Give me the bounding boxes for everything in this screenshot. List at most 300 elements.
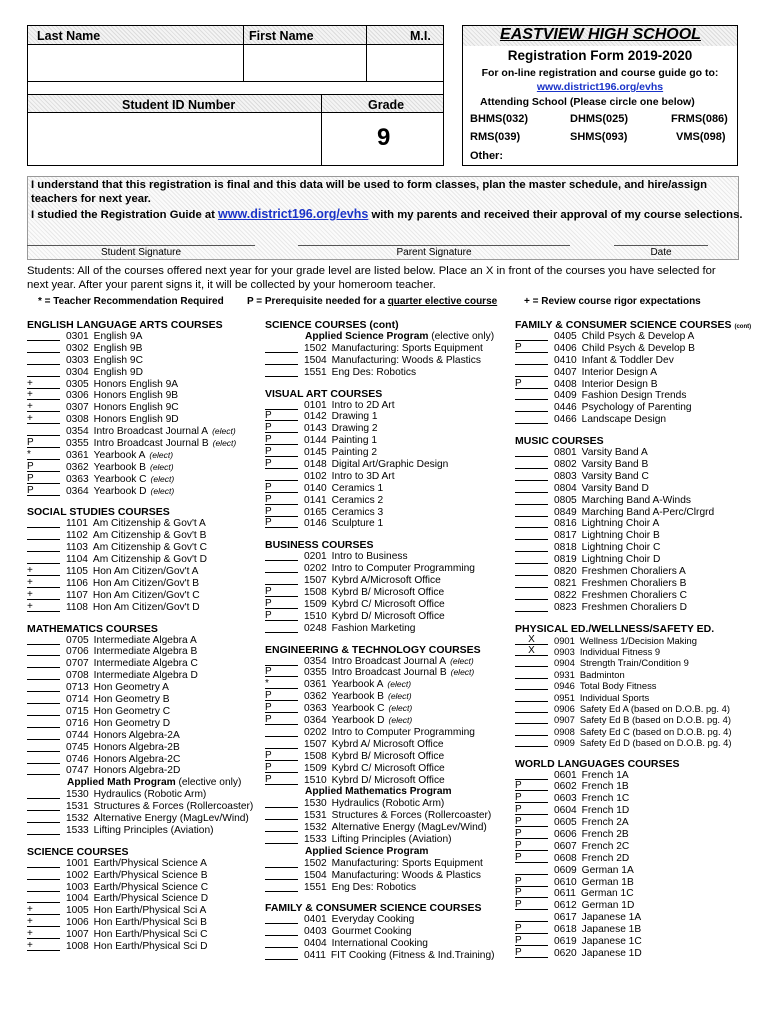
course-row — [515, 447, 765, 459]
course-row — [27, 694, 252, 706]
course-name: Honors English 9D — [93, 414, 179, 426]
course-code: 1002 — [66, 869, 89, 881]
course-name: Yearbook B — [331, 691, 384, 703]
course-select-blank[interactable]: + — [27, 390, 60, 400]
course-name: Alternative Energy (MagLev/Wind) — [93, 812, 249, 824]
course-select-blank[interactable]: P — [265, 435, 298, 445]
course-select-blank[interactable] — [265, 798, 298, 808]
course-select-blank[interactable]: + — [27, 566, 60, 576]
course-row — [27, 858, 252, 870]
course-select-blank[interactable] — [265, 950, 298, 960]
course-select-blank[interactable]: P — [265, 691, 298, 701]
course-code: 0822 — [554, 589, 577, 601]
course-name: Manufacturing: Sports Equipment — [331, 342, 483, 354]
course-select-blank[interactable] — [265, 551, 298, 561]
course-row — [515, 590, 765, 602]
course-row — [515, 343, 765, 355]
course-select-blank[interactable] — [27, 355, 60, 365]
school-option-dhms[interactable]: DHMS(025) — [570, 113, 629, 125]
course-select-blank[interactable]: P — [515, 936, 548, 946]
course-code: 0605 — [554, 817, 577, 829]
course-name: Child Psych & Develop A — [581, 331, 695, 342]
course-name: German 1D — [581, 900, 635, 912]
course-code: 0354 — [304, 655, 327, 667]
course-code: 1551 — [304, 881, 327, 893]
course-code: 1508 — [304, 750, 327, 762]
course-code: 0363 — [304, 703, 327, 715]
course-code: 0409 — [554, 390, 577, 402]
course-name: Painting 2 — [331, 447, 377, 459]
course-select-blank[interactable]: P — [265, 775, 298, 785]
course-code: 0609 — [554, 864, 577, 876]
course-name: Lightning Choir A — [581, 518, 660, 530]
course-code: 1102 — [66, 530, 88, 542]
last-name-input[interactable] — [29, 46, 242, 80]
course-select-blank[interactable] — [27, 825, 60, 835]
course-select-blank[interactable] — [27, 694, 60, 704]
course-row — [265, 599, 510, 611]
course-select-blank[interactable] — [27, 893, 60, 903]
course-code: 0746 — [66, 753, 89, 765]
course-code: 1531 — [66, 801, 89, 813]
course-code: 1104 — [66, 554, 88, 566]
course-select-blank[interactable] — [27, 730, 60, 740]
course-select-blank[interactable] — [515, 447, 548, 457]
course-code: 0405 — [554, 331, 577, 342]
course-select-blank[interactable]: + — [27, 602, 60, 612]
course-row — [265, 447, 510, 459]
course-code: 1105 — [66, 566, 88, 578]
course-code: 0708 — [66, 670, 89, 682]
course-code: 0849 — [554, 506, 577, 518]
course-select-blank[interactable] — [515, 657, 548, 667]
course-row — [265, 926, 510, 938]
course-select-blank[interactable]: + — [27, 941, 60, 951]
course-name: Intro to Business — [331, 551, 408, 563]
course-select-blank[interactable] — [265, 739, 298, 749]
course-name: Structures & Forces (Rollercoaster) — [331, 810, 492, 822]
course-name: Lifting Principles (Aviation) — [93, 824, 214, 836]
course-row — [515, 390, 765, 402]
course-select-blank[interactable]: + — [27, 402, 60, 412]
course-select-blank[interactable] — [265, 858, 298, 868]
course-code: 0714 — [66, 694, 89, 706]
course-note: (elect) — [387, 679, 412, 690]
course-select-blank[interactable] — [515, 770, 548, 780]
course-select-blank[interactable]: + — [27, 414, 60, 424]
course-name: German 1A — [581, 864, 634, 876]
student-id-input[interactable] — [29, 114, 320, 164]
course-select-blank[interactable]: P — [27, 462, 60, 472]
course-row — [265, 483, 510, 495]
course-note: (elect) — [150, 473, 175, 484]
course-select-blank[interactable]: P — [515, 924, 548, 934]
course-row — [515, 888, 765, 900]
course-name: Painting 1 — [331, 435, 377, 447]
course-select-blank[interactable]: P — [515, 343, 548, 353]
course-select-blank[interactable] — [515, 602, 548, 612]
course-select-blank[interactable] — [27, 870, 60, 880]
course-select-blank[interactable]: P — [27, 486, 60, 496]
student-signature-line[interactable]: Student Signature — [27, 245, 255, 258]
course-select-blank[interactable]: P — [515, 877, 548, 887]
course-select-blank[interactable] — [515, 495, 548, 505]
course-row — [265, 703, 510, 715]
course-select-blank[interactable]: P — [515, 805, 548, 815]
course-row — [265, 775, 510, 787]
course-row — [265, 679, 510, 691]
course-row — [265, 656, 510, 668]
course-select-blank[interactable] — [27, 367, 60, 377]
course-row — [27, 530, 252, 542]
course-code: 0355 — [304, 667, 327, 679]
course-select-blank[interactable]: P — [515, 948, 548, 958]
course-code: 1509 — [304, 598, 327, 610]
course-row — [515, 853, 765, 865]
course-name: Yearbook A — [331, 679, 384, 691]
course-select-blank[interactable] — [27, 754, 60, 764]
course-select-blank[interactable] — [27, 426, 60, 436]
course-select-blank[interactable]: P — [515, 781, 548, 791]
course-row — [515, 530, 765, 542]
course-select-blank[interactable]: P — [265, 599, 298, 609]
course-row — [27, 402, 252, 414]
course-note: (elect) — [388, 715, 413, 726]
course-select-blank[interactable] — [27, 882, 60, 892]
course-select-blank[interactable]: P — [515, 829, 548, 839]
agreement-line3: I studied the Registration Guide at www.district196.org/evhs with my parents and received their approval of my course selections. — [31, 207, 743, 221]
course-note: (elect) — [149, 461, 174, 472]
course-select-blank[interactable]: P — [515, 379, 548, 389]
course-select-blank[interactable] — [515, 726, 548, 736]
course-select-blank[interactable]: P — [265, 483, 298, 493]
school-option-rms[interactable]: RMS(039) — [470, 131, 521, 143]
course-code: 0804 — [554, 482, 577, 494]
course-name: Interior Design A — [581, 366, 657, 378]
course-code: 0601 — [554, 769, 577, 781]
course-code: 0706 — [66, 646, 89, 658]
course-select-blank[interactable] — [515, 542, 548, 552]
course-select-blank[interactable] — [515, 692, 548, 702]
legend-prerequisite: P = Prerequisite needed for a quarter elective course — [247, 296, 498, 307]
course-select-blank[interactable]: P — [265, 763, 298, 773]
course-row — [265, 507, 510, 519]
course-row — [515, 841, 765, 853]
course-name: German 1C — [580, 888, 634, 900]
course-name: Hon Earth/Physical Sci D — [93, 940, 208, 952]
course-row — [265, 611, 510, 623]
course-select-blank[interactable]: P — [265, 751, 298, 761]
course-select-blank[interactable]: + — [27, 929, 60, 939]
course-select-blank[interactable] — [265, 822, 298, 832]
course-row — [515, 829, 765, 841]
school-option-frms[interactable]: FRMS(086) — [671, 113, 728, 125]
course-select-blank[interactable]: P — [515, 888, 548, 898]
course-row — [515, 948, 765, 960]
course-select-blank[interactable] — [27, 518, 60, 528]
course-name: English 9A — [93, 331, 143, 342]
course-code: 0903 — [554, 645, 575, 657]
course-select-blank[interactable] — [515, 912, 548, 922]
course-name: Intermediate Algebra A — [93, 634, 197, 646]
section-heading: FAMILY & CONSUMER SCIENCE COURSES (cont) — [515, 319, 752, 331]
course-select-blank[interactable]: X — [515, 646, 548, 656]
course-name: Lightning Choir D — [581, 554, 661, 566]
course-row — [265, 435, 510, 447]
course-select-blank[interactable] — [27, 742, 60, 752]
course-code: 1504 — [304, 869, 327, 881]
course-code: 0606 — [554, 828, 577, 840]
course-code: 1005 — [66, 905, 89, 917]
course-select-blank[interactable] — [265, 870, 298, 880]
course-code: 0466 — [554, 414, 577, 426]
course-select-blank[interactable]: + — [27, 905, 60, 915]
course-select-blank[interactable] — [265, 938, 298, 948]
course-code: 0951 — [554, 691, 575, 703]
course-select-blank[interactable] — [515, 554, 548, 564]
course-row — [27, 929, 252, 941]
course-code: 0407 — [554, 366, 577, 378]
course-column-2 — [265, 319, 510, 962]
course-select-blank[interactable]: P — [265, 447, 298, 457]
course-select-blank[interactable]: P — [265, 495, 298, 505]
course-select-blank[interactable] — [515, 737, 548, 747]
course-row — [27, 706, 252, 718]
course-select-blank[interactable] — [27, 706, 60, 716]
course-select-blank[interactable]: P — [27, 474, 60, 484]
course-code: 0404 — [304, 938, 327, 950]
course-name: Intro to 3D Art — [331, 470, 395, 482]
course-select-blank[interactable] — [27, 554, 60, 564]
course-row — [265, 667, 510, 679]
course-select-blank[interactable] — [265, 926, 298, 936]
guide-url-link[interactable]: www.district196.org/evhs — [218, 207, 369, 221]
course-select-blank[interactable] — [27, 682, 60, 692]
course-row — [515, 355, 765, 367]
course-select-blank[interactable]: P — [515, 817, 548, 827]
course-select-blank[interactable] — [265, 563, 298, 573]
course-code: 0362 — [304, 691, 327, 703]
course-row — [265, 459, 510, 471]
course-code: 0819 — [554, 554, 577, 566]
course-select-blank[interactable] — [27, 858, 60, 868]
course-row — [27, 518, 252, 530]
course-code: 0715 — [66, 705, 89, 717]
course-select-blank[interactable] — [515, 578, 548, 588]
course-code: 0355 — [66, 438, 89, 450]
course-select-blank[interactable] — [265, 882, 298, 892]
course-select-blank[interactable] — [27, 765, 60, 775]
course-name: Hon Am Citizen/Gov't D — [92, 601, 200, 613]
course-row — [27, 578, 252, 590]
course-code: 1530 — [66, 789, 89, 801]
course-note: (elect) — [450, 655, 474, 666]
course-row — [265, 575, 510, 587]
course-name: Intermediate Algebra B — [93, 646, 198, 658]
course-select-blank[interactable] — [265, 355, 298, 365]
course-row — [27, 566, 252, 578]
course-select-blank[interactable]: P — [265, 587, 298, 597]
course-row — [265, 495, 510, 507]
course-name: Psychology of Parenting — [581, 402, 692, 414]
course-code: 1533 — [66, 824, 89, 836]
course-code: 1510 — [304, 610, 327, 622]
course-select-blank[interactable]: P — [265, 611, 298, 621]
course-select-blank[interactable] — [27, 801, 60, 811]
course-select-blank[interactable] — [27, 635, 60, 645]
course-select-blank[interactable]: P — [265, 423, 298, 433]
course-select-blank[interactable]: P — [265, 518, 298, 528]
course-select-blank[interactable]: + — [27, 379, 60, 389]
course-select-blank[interactable] — [515, 471, 548, 481]
school-name: EASTVIEW HIGH SCHOOL — [500, 26, 701, 43]
course-select-blank[interactable] — [27, 646, 60, 656]
course-select-blank[interactable] — [27, 658, 60, 668]
course-row — [27, 670, 252, 682]
parent-signature-line[interactable]: Parent Signature — [298, 245, 570, 258]
course-row — [27, 893, 252, 905]
course-select-blank[interactable]: * — [27, 450, 60, 460]
course-select-blank[interactable] — [515, 402, 548, 412]
course-select-blank[interactable] — [515, 680, 548, 690]
course-select-blank[interactable]: P — [265, 667, 298, 677]
course-code: 0304 — [66, 366, 89, 378]
course-select-blank[interactable] — [265, 343, 298, 353]
course-select-blank[interactable]: P — [515, 841, 548, 851]
course-select-blank[interactable] — [515, 518, 548, 528]
course-select-blank[interactable] — [515, 459, 548, 469]
course-select-blank[interactable]: X — [515, 635, 548, 645]
course-select-blank[interactable]: P — [265, 411, 298, 421]
course-select-blank[interactable] — [265, 471, 298, 481]
course-select-blank[interactable]: P — [515, 853, 548, 863]
course-select-blank[interactable] — [265, 367, 298, 377]
program-subheading: Applied Science Program (elective only) — [305, 331, 495, 342]
course-row — [265, 343, 510, 355]
course-select-blank[interactable] — [515, 355, 548, 365]
course-name: Manufacturing: Sports Equipment — [331, 857, 483, 869]
course-select-blank[interactable] — [265, 623, 298, 633]
course-select-blank[interactable] — [265, 575, 298, 585]
course-select-blank[interactable] — [515, 390, 548, 400]
school-option-bhms[interactable]: BHMS(032) — [470, 113, 529, 125]
course-row — [27, 462, 252, 474]
first-name-input[interactable] — [245, 46, 365, 80]
course-row — [515, 912, 765, 924]
form-title: Registration Form 2019-2020 — [507, 48, 693, 63]
school-url-link[interactable]: www.district196.org/evhs — [536, 81, 664, 93]
course-code: 1508 — [304, 587, 327, 599]
course-select-blank[interactable]: P — [265, 703, 298, 713]
course-select-blank[interactable]: P — [515, 793, 548, 803]
course-select-blank[interactable] — [515, 331, 548, 341]
school-option-other[interactable]: Other: — [470, 150, 503, 162]
course-name: Child Psych & Develop B — [581, 342, 695, 354]
course-name: French 1D — [581, 805, 630, 817]
course-select-blank[interactable]: P — [265, 507, 298, 517]
course-code: 0362 — [66, 461, 89, 473]
section-heading: ENGLISH LANGUAGE ARTS COURSES — [27, 319, 223, 331]
course-code: 0620 — [554, 947, 577, 959]
course-name: French 2B — [581, 828, 629, 840]
course-row — [515, 635, 765, 646]
course-select-blank[interactable]: + — [27, 917, 60, 927]
course-row — [515, 726, 765, 737]
course-select-blank[interactable] — [515, 367, 548, 377]
course-select-blank[interactable] — [265, 656, 298, 666]
course-select-blank[interactable] — [27, 343, 60, 353]
school-option-shms[interactable]: SHMS(093) — [570, 131, 628, 143]
course-select-blank[interactable]: P — [515, 900, 548, 910]
course-select-blank[interactable] — [515, 414, 548, 424]
course-select-blank[interactable] — [515, 669, 548, 679]
course-select-blank[interactable] — [27, 789, 60, 799]
course-name: French 1B — [581, 781, 629, 793]
course-select-blank[interactable] — [515, 865, 548, 875]
course-select-blank[interactable] — [265, 834, 298, 844]
course-select-blank[interactable] — [515, 483, 548, 493]
course-name: English 9B — [93, 342, 143, 354]
course-code: 0901 — [554, 634, 575, 646]
course-name: Kybrd C/ Microsoft Office — [331, 598, 445, 610]
course-code: 1502 — [304, 342, 327, 354]
course-name: Hon Geometry C — [93, 705, 171, 717]
course-select-blank[interactable] — [27, 670, 60, 680]
course-select-blank[interactable] — [515, 590, 548, 600]
course-select-blank[interactable]: P — [265, 715, 298, 725]
course-name: Marching Band A-Winds — [581, 494, 691, 506]
course-select-blank[interactable] — [515, 566, 548, 576]
course-row — [265, 355, 510, 367]
course-code: 0705 — [66, 634, 89, 646]
course-select-blank[interactable] — [27, 530, 60, 540]
course-name: Kybrd B/ Microsoft Office — [331, 587, 445, 599]
course-select-blank[interactable] — [515, 714, 548, 724]
course-select-blank[interactable] — [265, 400, 298, 410]
course-select-blank[interactable] — [265, 727, 298, 737]
course-select-blank[interactable] — [27, 542, 60, 552]
mi-input[interactable] — [368, 46, 442, 80]
course-select-blank[interactable]: + — [27, 578, 60, 588]
course-code: 0406 — [554, 342, 577, 354]
course-row — [265, 551, 510, 563]
school-option-vms[interactable]: VMS(098) — [676, 131, 726, 143]
instructions-line1: Students: All of the courses offered next year for your grade level are listed below. Place an X in front of the courses you have selected for — [27, 265, 716, 277]
course-select-blank[interactable] — [27, 718, 60, 728]
course-select-blank[interactable] — [515, 507, 548, 517]
course-code: 0617 — [554, 912, 577, 924]
course-name: Earth/Physical Science D — [93, 893, 209, 905]
course-row — [515, 566, 765, 578]
course-select-blank[interactable] — [515, 530, 548, 540]
course-code: 0602 — [554, 781, 577, 793]
course-select-blank[interactable]: * — [265, 679, 298, 689]
course-select-blank[interactable] — [265, 914, 298, 924]
course-select-blank[interactable]: P — [27, 438, 60, 448]
date-line[interactable]: Date — [614, 245, 708, 258]
course-code: 0303 — [66, 354, 89, 366]
course-code: 0102 — [304, 470, 327, 482]
course-select-blank[interactable] — [515, 703, 548, 713]
course-select-blank[interactable]: + — [27, 590, 60, 600]
course-code: 0611 — [554, 888, 576, 900]
course-select-blank[interactable] — [27, 813, 60, 823]
course-row — [27, 754, 252, 766]
course-code: 0201 — [304, 551, 327, 563]
course-select-blank[interactable] — [27, 331, 60, 341]
course-select-blank[interactable]: P — [265, 459, 298, 469]
course-select-blank[interactable] — [265, 810, 298, 820]
